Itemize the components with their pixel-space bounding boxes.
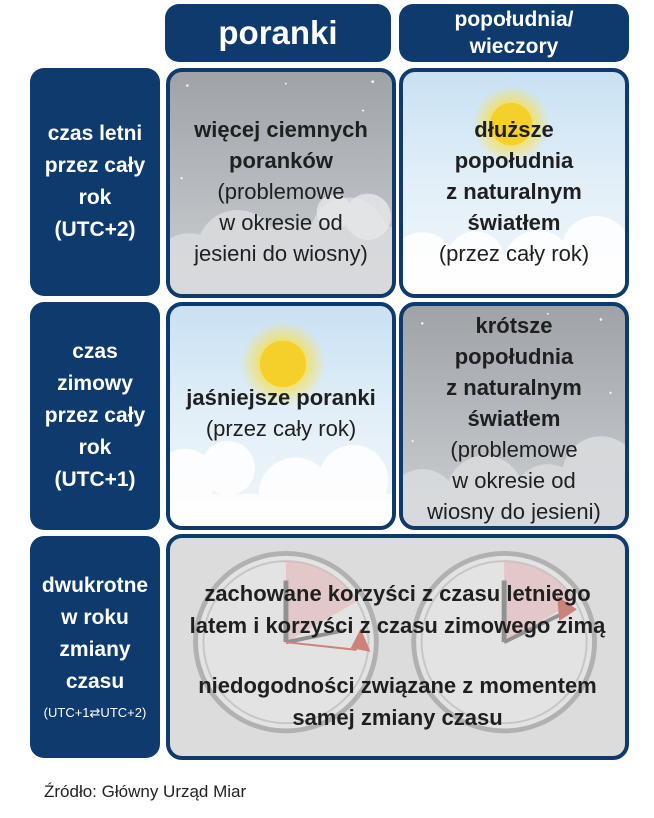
row-header-line: rok [78,436,112,459]
row-header-time-changes [30,536,160,758]
cell-bold-line: poranków [229,148,333,173]
cell-bold-line: niedogodności związane z momentem [198,673,597,698]
cell-winter-morning-text [170,382,392,444]
cell-normal-line: wiosny do jesieni) [427,499,601,524]
cell-bold-line: samej zmiany czasu [292,705,503,730]
cell-bold-line: jaśniejsze poranki [186,385,376,410]
cell-normal-line: w okresie od [452,468,576,493]
row-header-winter-time [30,302,160,530]
row-header-line: zimowy [57,372,133,395]
column-header-morning [165,4,391,62]
cell-bold-line: popołudnia [454,344,574,369]
cell-winter-afternoon-text [403,310,625,527]
cell-winter-morning [166,302,396,530]
source-note: Źródło: Główny Urząd Miar [44,782,247,801]
column-header-afternoon-line-2: wieczory [469,35,559,58]
row-header-line: zmiany [59,638,131,661]
cell-summer-morning-text [170,114,392,269]
row-header-line: czas [72,340,118,363]
row-header-line: czas letni [47,122,143,145]
row-header-line: przez cały [44,404,146,427]
cell-normal-line: (problemowe [450,437,578,462]
row-header-line: (UTC+1) [54,468,136,491]
cell-bold-line: latem i korzyści z czasu zimowego zimą [189,613,606,638]
cell-normal-line: (przez cały rok) [205,416,357,441]
cell-summer-afternoon-text [403,114,625,269]
column-header-morning-label: poranki [218,14,338,51]
cell-normal-line: w okresie od [219,210,343,235]
cell-time-changes-pros [170,578,625,642]
cell-bold-line: światłem [467,406,561,431]
cell-bold-line: zachowane korzyści z czasu letniego [204,581,591,606]
row-header-line: rok [78,186,112,209]
cell-summer-morning [166,68,396,298]
row-header-line: dwukrotne [41,574,149,597]
row-header-line: w roku [61,606,129,629]
cell-normal-line: (problemowe [217,179,345,204]
cell-summer-afternoon [399,68,629,298]
cell-bold-line: popołudnia [454,148,574,173]
cell-bold-line: światłem [467,210,561,235]
cell-winter-afternoon [399,302,629,530]
cell-bold-line: krótsze [475,313,553,338]
row-header-line: przez cały [44,154,146,177]
cell-bold-line: z naturalnym [446,179,582,204]
row-header-small-label: (UTC+1⇄UTC+2) [43,705,147,720]
cell-bold-line: dłuższe [474,117,554,142]
row-header-line: (UTC+2) [54,218,136,241]
cell-bold-line: z naturalnym [446,375,582,400]
column-header-afternoon [399,4,629,62]
column-header-afternoon-line-1: popołudnia/ [454,8,574,31]
cell-bold-line: więcej ciemnych [194,117,368,142]
row-header-line: czasu [65,670,125,693]
cell-time-changes [166,534,629,760]
cell-normal-line: (przez cały rok) [438,241,590,266]
row-header-summer-time [30,68,160,296]
cell-normal-line: jesieni do wiosny) [194,241,368,266]
cell-time-changes-cons [170,670,625,734]
